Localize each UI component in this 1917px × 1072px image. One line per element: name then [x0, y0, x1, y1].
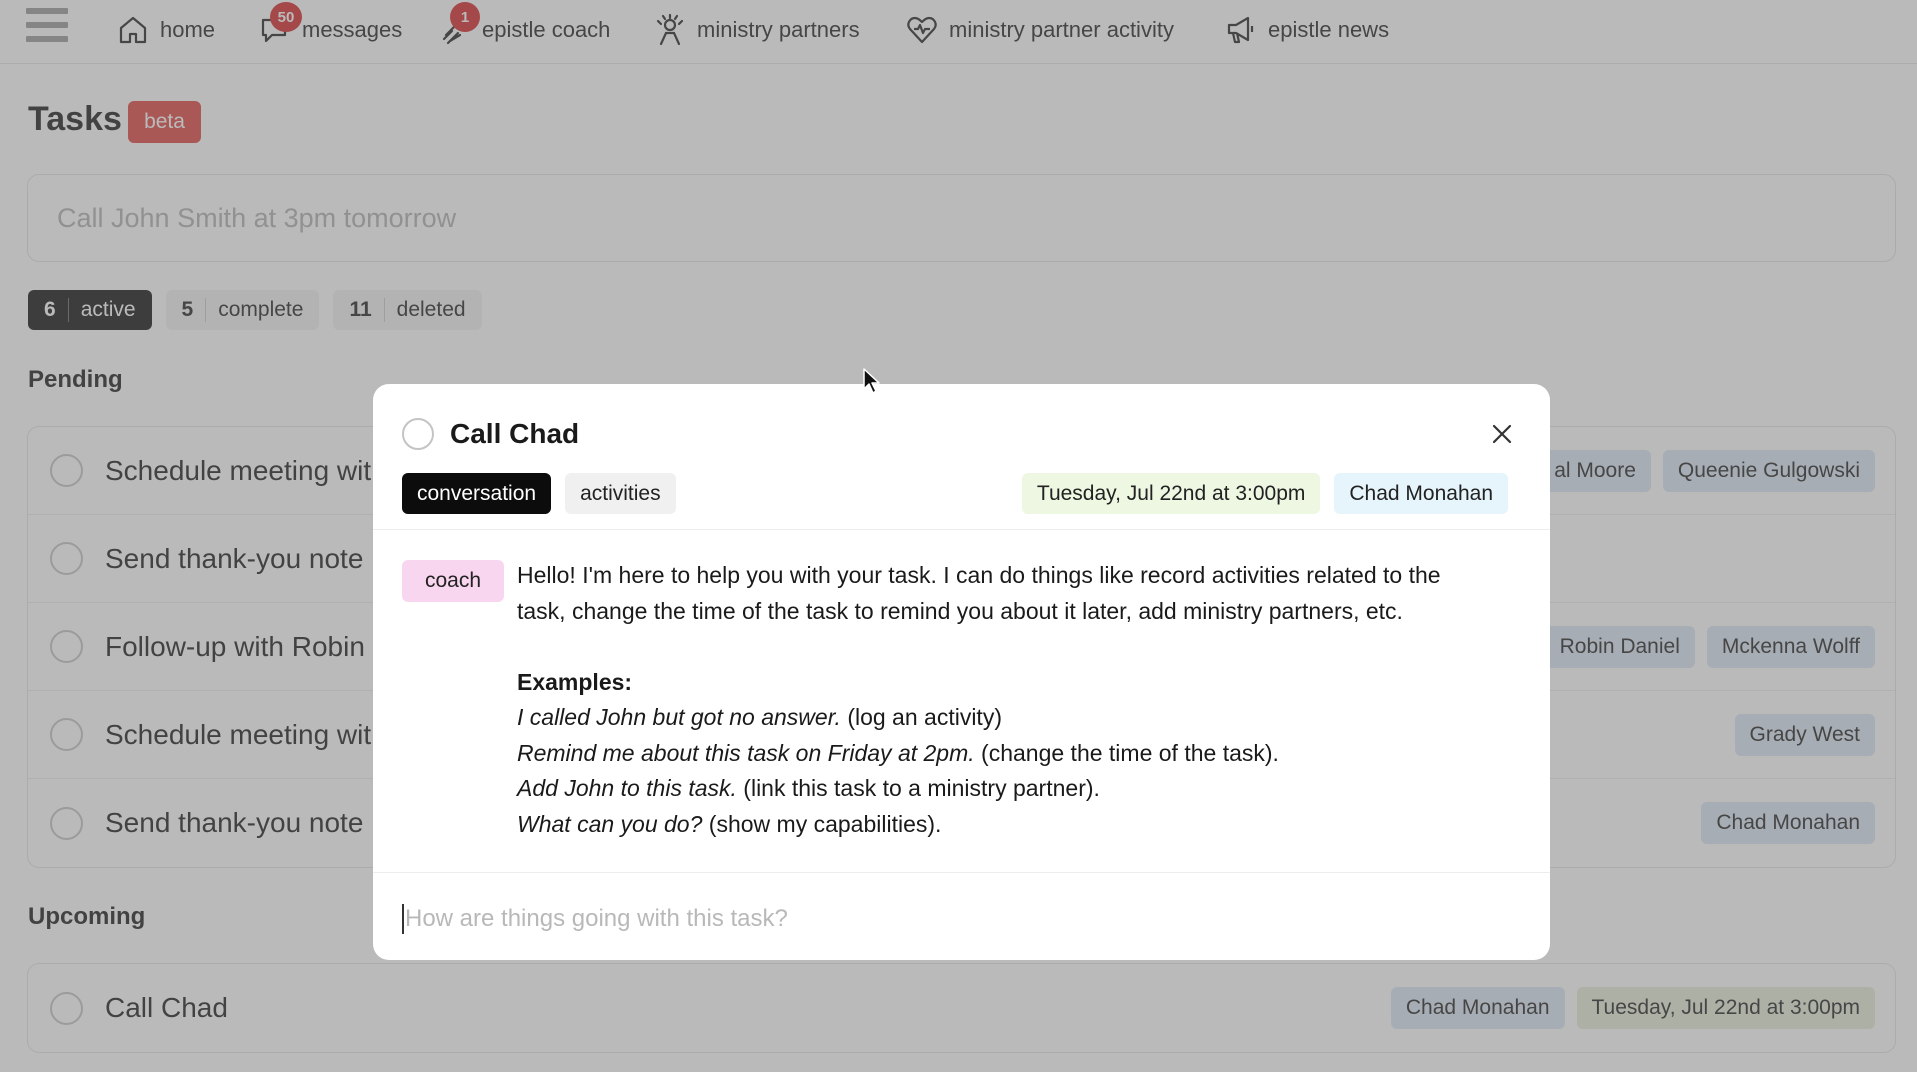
coach-message	[517, 558, 1517, 842]
modal-divider	[373, 529, 1550, 530]
example-note: (link this task to a ministry partner).	[743, 775, 1100, 801]
filter-complete-label: complete	[218, 298, 304, 321]
task-title: Send thank-you note	[105, 807, 364, 838]
coach-badge: coach	[402, 560, 504, 602]
pending-heading: Pending	[28, 366, 123, 393]
task-title: Schedule meeting wit	[105, 718, 372, 750]
new-task-placeholder: Call John Smith at 3pm tomorrow	[57, 202, 457, 233]
filter-complete-count: 5	[182, 298, 207, 322]
task-date-tag[interactable]: Tuesday, Jul 22nd at 3:00pm	[1022, 473, 1321, 514]
nav-home-label: home	[160, 17, 216, 42]
examples-heading: Examples:	[517, 668, 633, 695]
nav-ministry-partner-activity-label: ministry partner activity	[949, 17, 1174, 42]
nav-epistle-coach-label: epistle coach	[482, 17, 611, 42]
person-tag[interactable]: Robin Daniel	[1545, 626, 1695, 668]
person-tag[interactable]: Chad Monahan	[1701, 802, 1875, 844]
close-icon[interactable]	[1490, 422, 1514, 446]
coach-count-badge: 1	[450, 2, 480, 32]
text-caret	[402, 904, 404, 934]
filter-active-label: active	[80, 298, 136, 321]
filter-deleted-count: 11	[349, 298, 384, 322]
filter-deleted-label: deleted	[396, 298, 466, 321]
tab-activities[interactable]: activities	[565, 473, 676, 514]
task-title: Schedule meeting wit	[105, 454, 372, 486]
person-tag[interactable]: Mckenna Wolff	[1707, 626, 1875, 668]
example-text: What can you do?	[517, 810, 703, 837]
upcoming-heading: Upcoming	[28, 903, 146, 930]
page-title: Tasks	[28, 100, 122, 138]
example-note: (show my capabilities).	[708, 810, 942, 837]
tab-conversation[interactable]: conversation	[402, 473, 551, 514]
example-line	[517, 736, 1517, 772]
nav-epistle-news-label: epistle news	[1268, 17, 1390, 42]
mouse-cursor-icon	[862, 367, 882, 395]
example-line	[517, 700, 1517, 736]
example-note: (change the time of the task).	[981, 739, 1279, 766]
messages-count-badge: 50	[270, 2, 302, 32]
person-tag[interactable]: Chad Monahan	[1391, 987, 1565, 1029]
reply-placeholder: How are things going with this task?	[405, 905, 788, 932]
example-text: Add John to this task.	[517, 775, 737, 801]
task-title: Send thank-you note	[105, 542, 364, 574]
example-text: Remind me about this task on Friday at 2pm.	[517, 739, 975, 766]
example-line	[517, 771, 1517, 807]
nav-messages-label: messages	[302, 17, 403, 42]
coach-intro-line: task, change the time of the task to remind you about it later, add ministry partners, etc.	[517, 597, 1403, 624]
task-person-tag[interactable]: Chad Monahan	[1334, 473, 1508, 514]
modal-divider	[373, 872, 1550, 873]
modal-title: Call Chad	[450, 418, 580, 449]
beta-badge: beta	[128, 101, 201, 143]
task-title: Follow-up with Robin	[105, 630, 365, 662]
nav-ministry-partners-label: ministry partners	[697, 17, 860, 42]
date-tag[interactable]: Tuesday, Jul 22nd at 3:00pm	[1577, 987, 1876, 1029]
reply-input[interactable]	[402, 899, 1502, 939]
modal-meta	[1022, 473, 1508, 514]
task-modal	[373, 384, 1550, 960]
filter-active-count: 6	[44, 298, 69, 322]
example-text: I called John but got no answer.	[517, 704, 841, 730]
modal-tabs	[402, 473, 676, 514]
person-tag[interactable]: al Moore	[1539, 450, 1651, 492]
coach-intro-line: Hello! I'm here to help you with your task. I can do things like record activities related to the	[517, 562, 1441, 588]
task-title: Call Chad	[105, 992, 228, 1023]
person-tag[interactable]: Grady West	[1735, 714, 1875, 756]
example-line	[517, 807, 1517, 843]
modal-complete-checkbox[interactable]	[402, 418, 434, 450]
example-note: (log an activity)	[847, 704, 1002, 730]
person-tag[interactable]: Queenie Gulgowski	[1663, 450, 1875, 492]
